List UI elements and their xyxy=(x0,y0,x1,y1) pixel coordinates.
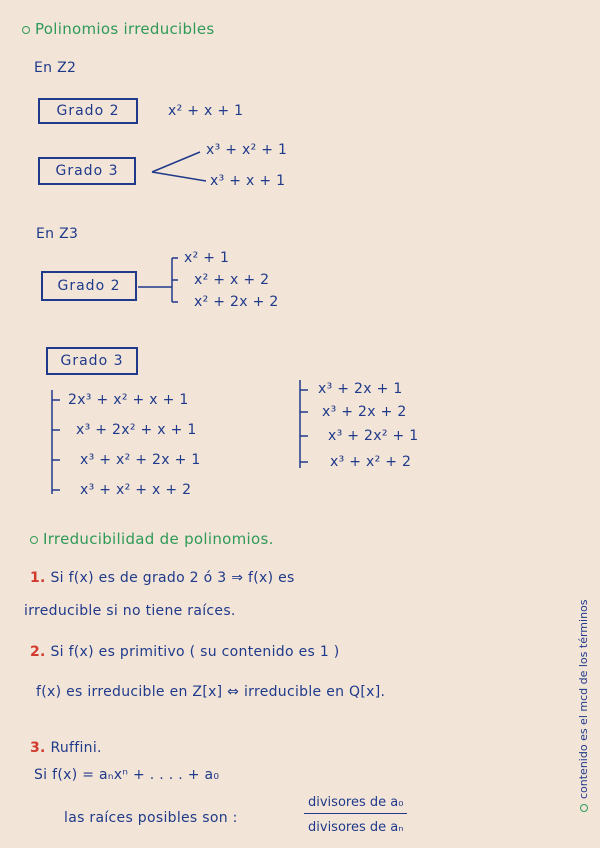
rule-number: 3. xyxy=(30,740,46,756)
section-title-text: Irreducibilidad de polinomios. xyxy=(43,530,274,548)
fraction-denominator: divisores de aₙ xyxy=(308,820,404,835)
polynomial: 2x³ + x² + x + 1 xyxy=(68,392,189,408)
rule-3-line-1: Si f(x) = aₙxⁿ + . . . . + a₀ xyxy=(34,767,220,783)
side-note xyxy=(577,600,590,813)
field-label-z3: En Z3 xyxy=(36,226,79,242)
rule-2-line-2: f(x) es irreducible en Z[x] ⇔ irreducible en Q[x]. xyxy=(36,684,386,700)
polynomial: x² + 2x + 2 xyxy=(194,294,279,310)
polynomial: x² + x + 2 xyxy=(194,272,270,288)
grado-box: Grado 3 xyxy=(46,347,138,375)
rule-text: Si f(x) es de grado 2 ó 3 ⇒ f(x) es xyxy=(50,570,295,586)
polynomial: x³ + x + 1 xyxy=(210,173,286,189)
polynomial: x³ + 2x² + x + 1 xyxy=(76,422,197,438)
fraction-numerator: divisores de a₀ xyxy=(304,795,407,814)
rule-3-line-2: las raíces posibles son : xyxy=(64,810,238,826)
section-title-polinomios xyxy=(22,20,214,38)
rule-3-title xyxy=(30,740,102,756)
rule-number: 2. xyxy=(30,644,46,660)
polynomial: x³ + x² + x + 2 xyxy=(80,482,192,498)
polynomial: x³ + 2x + 2 xyxy=(322,404,407,420)
polynomial: x³ + x² + 1 xyxy=(206,142,288,158)
polynomial: x² + 1 xyxy=(184,250,230,266)
rule-text: Ruffini. xyxy=(50,740,102,756)
rule-2-line-1 xyxy=(30,644,340,660)
rule-1-line-1 xyxy=(30,570,295,586)
bullet-icon xyxy=(580,804,588,812)
grado-box: Grado 2 xyxy=(41,271,137,301)
rule-1-line-2: irreducible si no tiene raíces. xyxy=(24,603,236,619)
grado-box: Grado 2 xyxy=(38,98,138,124)
section-title-text: Polinomios irreducibles xyxy=(35,20,215,38)
polynomial: x³ + x² + 2x + 1 xyxy=(80,452,201,468)
polynomial: x² + x + 1 xyxy=(168,103,244,119)
rule-text: Si f(x) es primitivo ( su contenido es 1 ) xyxy=(50,644,340,660)
polynomial: x³ + x² + 2 xyxy=(330,454,412,470)
polynomial: x³ + 2x + 1 xyxy=(318,381,403,397)
section-title-irreducibilidad xyxy=(30,530,274,548)
fraction xyxy=(304,795,407,835)
polynomial: x³ + 2x² + 1 xyxy=(328,428,419,444)
field-label-z2: En Z2 xyxy=(34,60,77,76)
bullet-icon xyxy=(30,536,38,544)
side-note-text: contenido es el mcd de los términos xyxy=(577,599,590,799)
grado-box: Grado 3 xyxy=(38,157,136,185)
bullet-icon xyxy=(22,26,30,34)
rule-number: 1. xyxy=(30,570,46,586)
